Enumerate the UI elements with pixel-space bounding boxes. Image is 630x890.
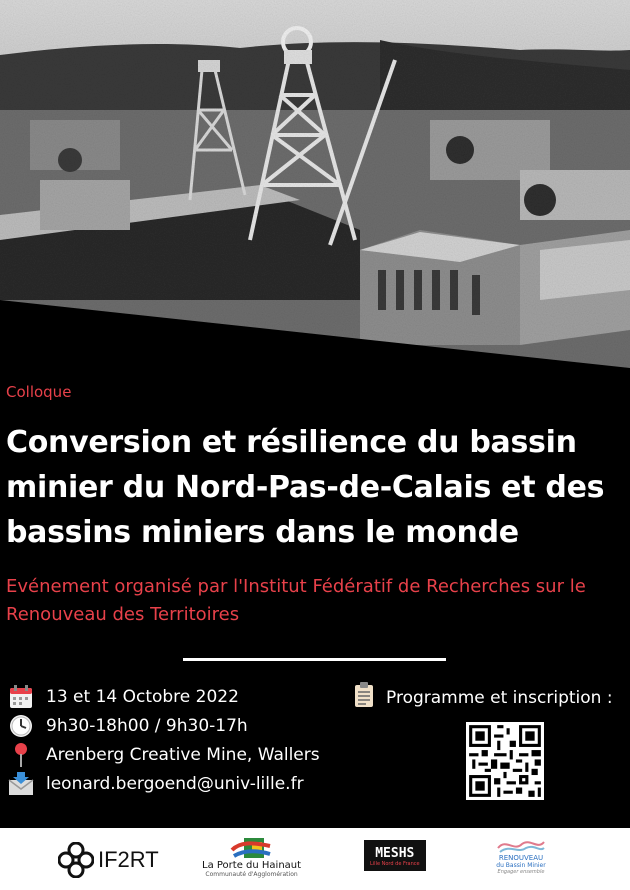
qr-code[interactable] xyxy=(466,722,544,800)
mine-aerial-photo xyxy=(0,0,630,380)
meshs-label: MESHS xyxy=(375,846,415,861)
clock-icon xyxy=(8,713,34,739)
location-pin-icon xyxy=(8,742,34,768)
program-label-row xyxy=(354,682,613,713)
event-subtitle: Evénement organisé par l'Institut Fédératif de Recherches sur le Renouveau des Territoires xyxy=(6,576,586,625)
date-text: 13 et 14 Octobre 2022 xyxy=(46,687,239,707)
porte-hainaut-logo xyxy=(202,836,301,878)
porte-hainaut-label: La Porte du Hainaut xyxy=(202,860,302,871)
if2rt-flower-icon xyxy=(58,842,94,878)
email-icon xyxy=(8,771,34,797)
calendar-icon xyxy=(8,684,34,710)
event-title: Conversion et résilience du bassin minier du Nord-Pas-de-Calais et des bassins miniers dans le monde xyxy=(6,425,605,550)
email-row[interactable] xyxy=(8,771,304,797)
renouveau-wave-icon xyxy=(496,836,546,854)
divider xyxy=(183,658,446,661)
porte-hainaut-emblem-icon xyxy=(230,836,274,860)
time-text: 9h30-18h00 / 9h30-17h xyxy=(46,716,248,736)
location-text: Arenberg Creative Mine, Wallers xyxy=(46,745,320,765)
renouveau-sublabel: du Bassin Minier xyxy=(496,862,546,869)
if2rt-logo xyxy=(58,842,159,878)
event-type-label: Colloque xyxy=(6,383,72,401)
email-link[interactable]: leonard.bergoend@univ-lille.fr xyxy=(46,774,304,794)
date-row xyxy=(8,684,239,710)
clipboard-icon xyxy=(354,682,374,713)
porte-hainaut-sublabel: Communauté d'Agglomération xyxy=(205,871,298,878)
location-row xyxy=(8,742,320,768)
time-row xyxy=(8,713,248,739)
renouveau-label: RENOUVEAU xyxy=(498,854,544,862)
renouveau-tagline: Engager ensemble xyxy=(497,869,545,875)
program-label: Programme et inscription : xyxy=(386,687,613,708)
if2rt-label: IF2RT xyxy=(98,847,159,872)
renouveau-logo xyxy=(496,836,546,875)
meshs-logo xyxy=(364,840,426,871)
partner-logos xyxy=(0,828,630,890)
meshs-sublabel: Lille Nord de France xyxy=(370,861,420,867)
